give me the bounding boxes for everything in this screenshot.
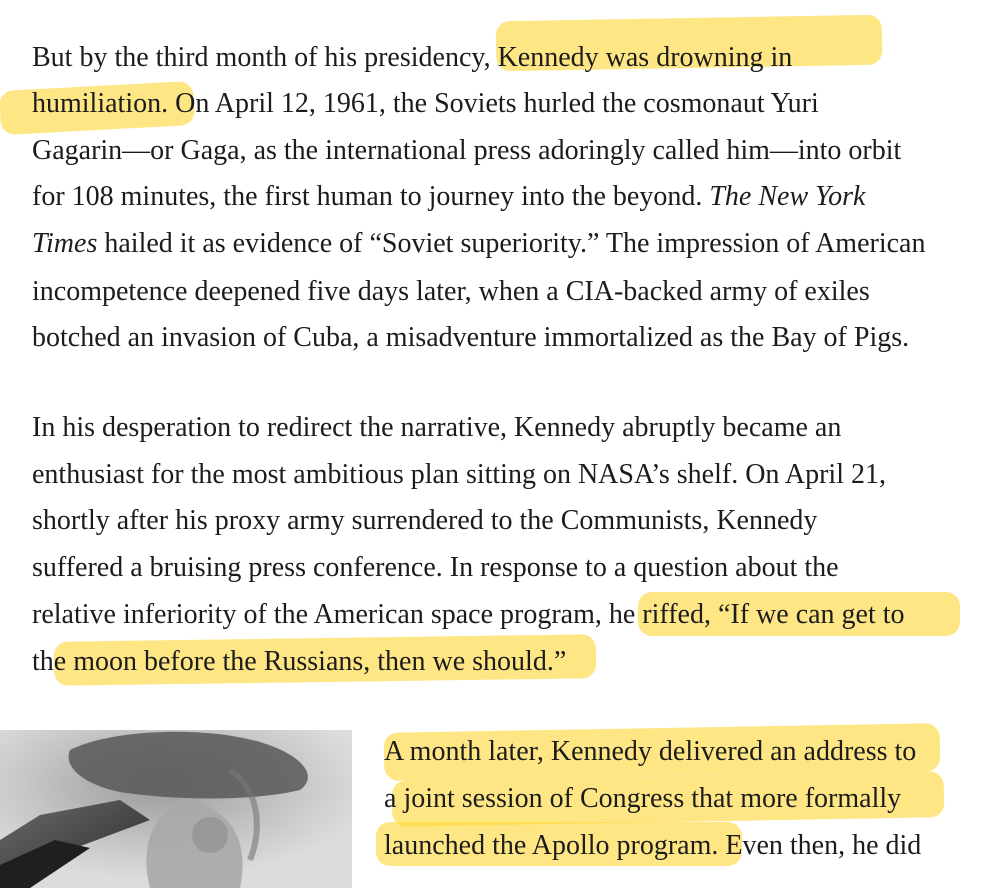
text-line: shortly after his proxy army surrendered to the Communists, Kennedy: [32, 505, 818, 536]
text-line: Times hailed it as evidence of “Soviet superiority.” The impression of American: [32, 228, 926, 259]
text-line: for 108 minutes, the first human to journey into the beyond. The New York: [32, 181, 866, 212]
text-line: But by the third month of his presidency, Kennedy was drowning in: [32, 42, 793, 73]
text-line: Gagarin—or Gaga, as the international press adoringly called him—into orbit: [32, 135, 902, 166]
text-line: launched the Apollo program. Even then, he did: [384, 830, 922, 861]
publication-title: Times: [32, 228, 98, 259]
text-line: the moon before the Russians, then we should.”: [32, 646, 567, 677]
text-line: A month later, Kennedy delivered an address to: [384, 736, 917, 767]
text-line: relative inferiority of the American space program, he riffed, “If we can get to: [32, 599, 905, 630]
text-line: humiliation. On April 12, 1961, the Soviets hurled the cosmonaut Yuri: [32, 88, 819, 119]
text-line: botched an invasion of Cuba, a misadventure immortalized as the Bay of Pigs.: [32, 322, 910, 353]
publication-title: The New York: [709, 181, 866, 212]
text-line: In his desperation to redirect the narrative, Kennedy abruptly became an: [32, 412, 842, 443]
text-line: a joint session of Congress that more formally: [384, 783, 902, 814]
kennedy-photo: [0, 730, 352, 888]
text-line: incompetence deepened five days later, when a CIA-backed army of exiles: [32, 276, 870, 307]
text-line: suffered a bruising press conference. In response to a question about the: [32, 552, 839, 583]
text-line: enthusiast for the most ambitious plan sitting on NASA’s shelf. On April 21,: [32, 459, 886, 490]
